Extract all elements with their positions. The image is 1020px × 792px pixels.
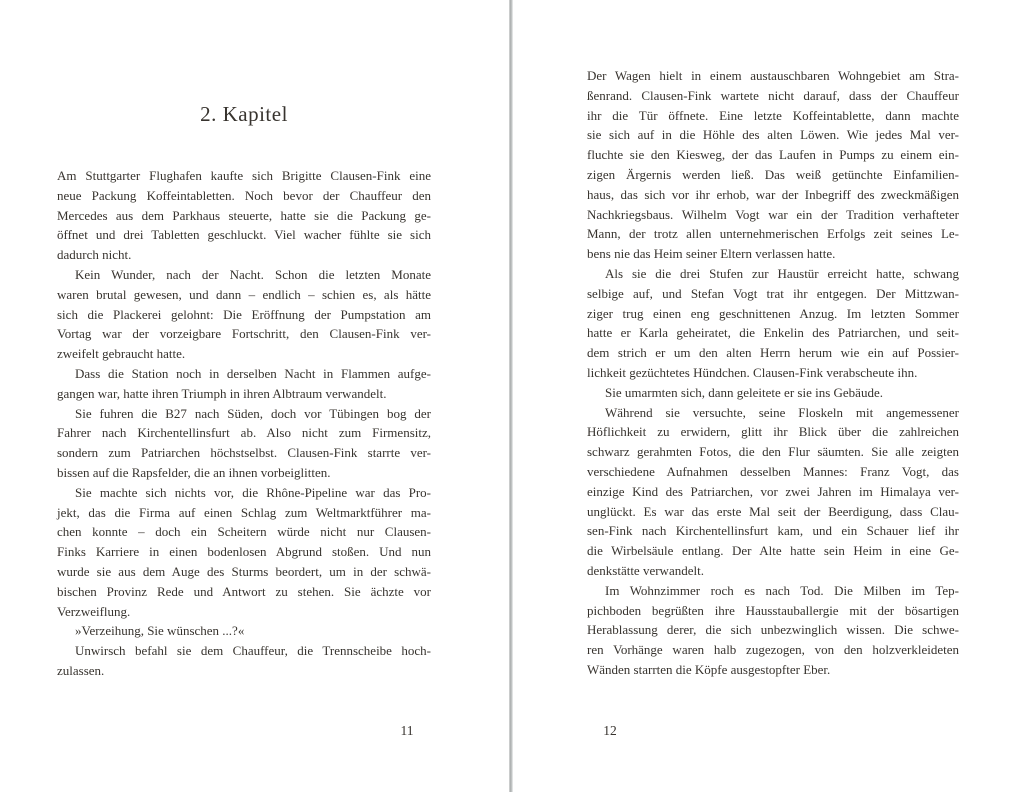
body-line: jekt, das die Firma auf einen Schlag zum Weltmarktführer ma- (57, 504, 431, 520)
body-line: Wänden starrten die Köpfe ausgestopfter Eber. (587, 661, 831, 677)
body-line: Im Wohnzimmer roch es nach Tod. Die Milben im Tep- (605, 582, 959, 598)
body-line: Vortag war der vorzeigbare Fortschritt, den Clausen-Fink ver- (57, 326, 431, 342)
paragraph (57, 641, 431, 681)
body-line: gangen war, hatte ihren Triumph in ihren Albtraum verwandelt. (57, 385, 387, 401)
body-line: Unwirsch befahl sie dem Chauffeur, die Trennscheibe hoch- (75, 643, 431, 659)
body-line: dadurch nicht. (57, 247, 132, 263)
paragraph (57, 404, 431, 483)
paragraph (587, 581, 959, 680)
paragraph (57, 483, 431, 622)
body-line: Nachkriegsbaus. Wilhelm Vogt war ein der Tradition verhafteter (587, 206, 959, 222)
page-right (513, 0, 1020, 792)
body-line: zweifelt gebraucht hatte. (57, 346, 186, 362)
paragraph (57, 265, 431, 364)
body-line: ren Vorhänge waren halb zugezogen, von den holzverkleideten (587, 642, 959, 658)
body-line: sondern zum Patriarchen höchstselbst. Clausen-Fink starrte ver- (57, 445, 431, 461)
body-line: unglückt. Es war das erste Mal seit der Beerdigung, dass Clau- (587, 503, 959, 519)
body-line: Finks Karriere in einen bodenlosen Abgrund stoßen. Und nun (57, 544, 431, 560)
body-line: fluchte sie den Kiesweg, der das Laufen in Pumps zu einem ein- (587, 147, 959, 163)
body-line: Sie fuhren die B27 nach Süden, doch vor Tübingen bog der (75, 405, 431, 421)
body-line: Als sie die drei Stufen zur Haustür erreicht hatte, schwang (605, 265, 959, 281)
body-line: ziger trug einen eng geschnittenen Anzug. Im letzten Sommer (587, 305, 959, 321)
body-line: hatte er Karla geheiratet, die Enkelin des Patriarchen, und seit- (587, 325, 959, 341)
body-line: sich die Plackerei gelohnt: Die Eröffnung der Pumpstation am (57, 306, 431, 322)
paragraph (57, 364, 431, 404)
body-line: denkstätte verwandelt. (587, 562, 704, 578)
body-line: Am Stuttgarter Flughafen kaufte sich Brigitte Clausen-Fink eine (57, 168, 431, 183)
paragraph (57, 166, 431, 265)
paragraph (587, 403, 959, 581)
body-line: bens nie das Heim seiner Eltern verlassen hatte. (587, 246, 836, 262)
paragraph (587, 383, 959, 403)
body-line: sen-Fink nach Kirchentellinsfurt kam, und ein Schauer lief ihr (587, 523, 959, 539)
body-line: die Wirbelsäule entlang. Der Alte hatte sein Heim in eine Ge- (587, 543, 959, 559)
paragraph (587, 66, 959, 264)
body-line: verschiedene Aufnahmen desselben Mannes: Franz Vogt, das (587, 463, 959, 479)
body-line: Mann, der trotz allen unternehmerischen Erfolgs zeit seines Le- (587, 226, 959, 242)
body-line: Während sie versuchte, seine Floskeln mit angemessener (605, 404, 959, 420)
body-line: sie sich auf in die Höhle des alten Löwen. Wie jedes Mal ver- (587, 127, 959, 143)
body-line: pichboden begrüßten ihre Hausstauballergie mit der bösartigen (587, 602, 959, 618)
body-line: zigen Ärgernis werden ließ. Das weiß getünchte Einfamilien- (587, 166, 959, 182)
body-line: Verzweiflung. (57, 603, 131, 619)
body-line: bissen auf die Rapsfelder, die an ihnen vorbeiglitten. (57, 464, 331, 480)
body-line: »Verzeihung, Sie wünschen ...?« (75, 623, 245, 639)
body-line: neue Packung Koffeintabletten. Noch bevor der Chauffeur den (57, 187, 431, 203)
body-line: schwarz gerahmten Fotos, die den Flur säumten. Sie alle zeigten (587, 444, 959, 460)
page-left (0, 0, 509, 792)
body-line: Mercedes aus dem Parkhaus steuerte, hatte sie die Packung ge- (57, 207, 431, 223)
body-line: Höflichkeit zu erwidern, glitt ihr Blick über die zahlreichen (587, 424, 959, 440)
body-line: Der Wagen hielt in einem austauschbaren Wohngebiet am Stra- (587, 68, 959, 83)
paragraph (57, 621, 431, 641)
right-text-column (587, 66, 959, 680)
body-line: waren brutal gewesen, und dann – endlich – schien es, als hätte (57, 286, 431, 302)
page-number-left: 11 (400, 723, 414, 738)
body-line: haus, das sich vor ihr erhob, war der Inbegriff des zweckmäßigen (587, 186, 959, 202)
body-line: dem strich er um den alten Herrn herum wie ein auf Possier- (587, 345, 959, 361)
body-line: Herablassung derer, die sich unbezwinglich wissen. Die schwe- (587, 622, 959, 638)
body-line: ihr die Tür öffnete. Eine letzte Koffeintablette, dann machte (587, 107, 959, 123)
body-line: selbige auf, und Stefan Vogt trat ihr entgegen. Der Mittzwan- (587, 285, 959, 301)
left-text-column (57, 166, 431, 681)
paragraph (587, 264, 959, 383)
body-line: chen konnte – doch ein Scheitern würde nicht nur Clausen- (57, 524, 431, 540)
page-number-right: 12 (603, 723, 617, 738)
body-line: Kein Wunder, nach der Nacht. Schon die letzten Monate (75, 266, 431, 282)
body-line: Dass die Station noch in derselben Nacht in Flammen aufge- (75, 365, 431, 381)
body-line: lichkeit gezüchtetes Hündchen. Clausen-Fink verabscheute ihn. (587, 364, 918, 380)
body-line: Sie machte sich nichts vor, die Rhône-Pipeline war das Pro- (75, 484, 431, 500)
body-line: zulassen. (57, 662, 105, 678)
body-line: Sie umarmten sich, dann geleitete er sie ins Gebäude. (605, 384, 883, 400)
body-line: einzige Kind des Patriarchen, vor zwei Jahren im Himalaya ver- (587, 483, 959, 499)
body-line: wurde sie aus dem Auge des Sturms beordert, um in der schwä- (57, 563, 431, 579)
body-line: ßenrand. Clausen-Fink wartete nicht darauf, dass der Chauffeur (587, 87, 959, 103)
chapter-heading: 2. Kapitel (200, 102, 288, 126)
body-line: öffnet und drei Tabletten geschluckt. Viel wacher fühlte sie sich (57, 227, 431, 243)
body-line: bischen Provinz Rede und Antwort zu stehen. Sie ächzte vor (57, 583, 431, 599)
body-line: Fahrer nach Kirchentellinsfurt ab. Also nicht zum Firmensitz, (57, 425, 431, 441)
